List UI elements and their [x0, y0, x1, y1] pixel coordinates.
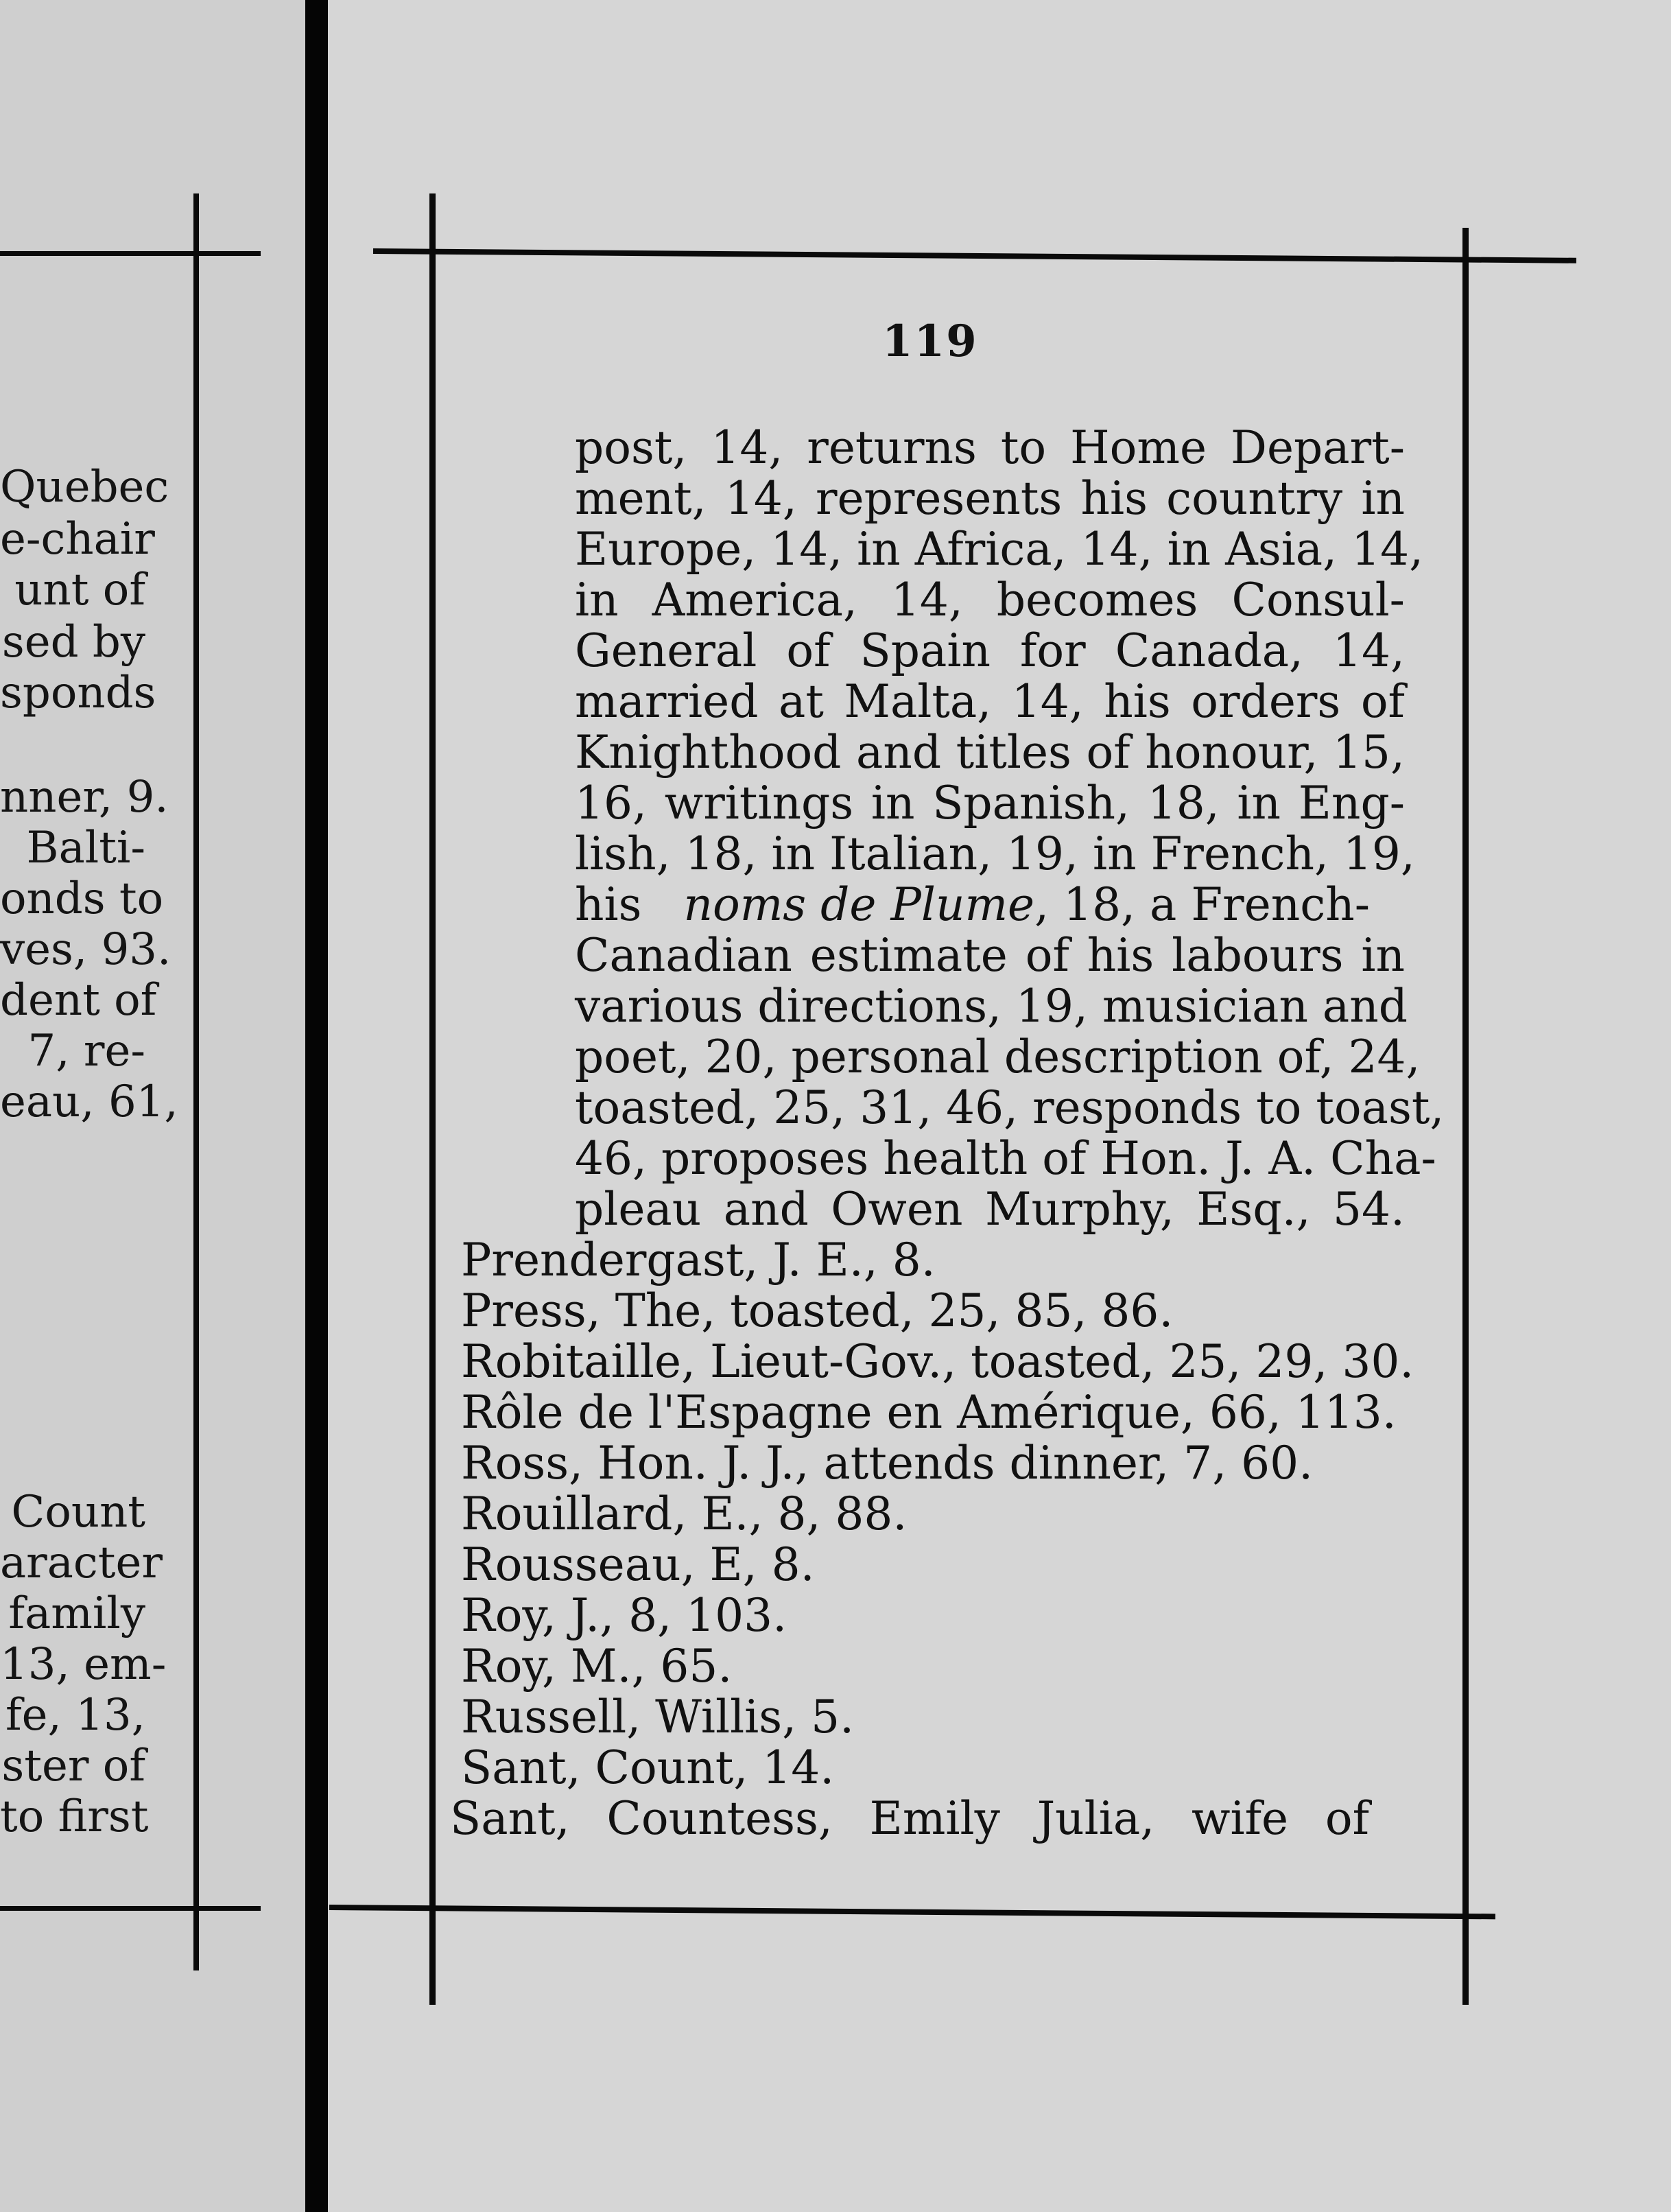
index-entry: Russell, Willis, 5.	[461, 1691, 855, 1743]
index-entry: Rousseau, E, 8.	[461, 1538, 815, 1591]
bottom-border-rule	[329, 1905, 1495, 1919]
left-bottom-rule	[0, 1906, 261, 1911]
left-line: e-chair	[0, 514, 155, 565]
index-entry: Robitaille, Lieut-Gov., toasted, 25, 29, 30.	[461, 1335, 1414, 1388]
text-line: pleau and Owen Murphy, Esq., 54.	[575, 1183, 1405, 1236]
text-line: Knighthood and titles of honour, 15,	[575, 726, 1405, 779]
left-line: family	[8, 1588, 145, 1639]
left-line: 13, em-	[0, 1639, 167, 1690]
italic-title: noms de Plume	[683, 878, 1035, 931]
index-entry: Rouillard, E., 8, 88.	[461, 1487, 908, 1540]
text-line: post, 14, returns to Home Depart-	[575, 421, 1405, 474]
left-line: unt of	[14, 565, 145, 615]
text-line: 46, proposes health of Hon. J. A. Cha-	[575, 1132, 1436, 1185]
index-entry: Sant, Count, 14.	[461, 1741, 835, 1794]
index-entry: Rôle de l'Espagne en Amérique, 66, 113.	[461, 1386, 1397, 1439]
left-vertical-rule	[193, 193, 199, 1970]
left-line: eau, 61,	[0, 1076, 178, 1127]
top-border-rule	[373, 248, 1576, 263]
left-line: nner, 9.	[0, 772, 169, 823]
left-line: sed by	[1, 617, 145, 668]
index-entry: Sant, Countess, Emily Julia, wife of	[450, 1792, 1369, 1845]
text-line: various directions, 19, musician and	[575, 980, 1408, 1033]
text-line: lish, 18, in Italian, 19, in French, 19,	[575, 827, 1415, 880]
index-entry: Roy, J., 8, 103.	[461, 1589, 787, 1642]
text-line: Europe, 14, in Africa, 14, in Asia, 14,	[575, 523, 1424, 576]
text-line: General of Spain for Canada, 14,	[575, 624, 1405, 677]
left-border-rule	[429, 193, 436, 2005]
index-entry: Press, The, toasted, 25, 85, 86.	[461, 1284, 1174, 1337]
left-line: onds to	[0, 873, 164, 924]
left-line: Quebec	[0, 462, 169, 513]
index-entry: Ross, Hon. J. J., attends dinner, 7, 60.	[461, 1437, 1314, 1490]
left-page	[0, 0, 305, 2212]
left-line: sponds	[0, 668, 156, 718]
text-line: 16, writings in Spanish, 18, in Eng-	[575, 777, 1405, 830]
text-line: in America, 14, becomes Consul-	[575, 574, 1405, 626]
text-line: ment, 14, represents his country in	[575, 472, 1405, 525]
text-line: married at Malta, 14, his orders of	[575, 675, 1405, 728]
text-fragment: his	[575, 878, 642, 931]
text-fragment: , 18, a French-	[1034, 878, 1371, 931]
index-entry: Prendergast, J. E., 8.	[461, 1234, 936, 1286]
text-line: Canadian estimate of his labours in	[575, 929, 1405, 982]
index-entry: Roy, M., 65.	[461, 1640, 733, 1693]
text-line: poet, 20, personal description of, 24,	[575, 1031, 1421, 1083]
left-line: fe, 13,	[5, 1690, 145, 1741]
text-line-mixed	[575, 880, 1405, 930]
left-top-rule	[0, 251, 261, 256]
page-number: 119	[882, 316, 978, 367]
left-line: ves, 93.	[0, 924, 171, 975]
left-line: 7, re-	[27, 1026, 145, 1076]
left-line: ster of	[1, 1741, 145, 1791]
text-line: toasted, 25, 31, 46, responds to toast,	[575, 1081, 1445, 1134]
right-border-rule	[1462, 228, 1469, 2005]
left-line: dent of	[0, 975, 157, 1026]
left-line: aracter	[0, 1538, 163, 1588]
left-line: Count	[11, 1487, 145, 1538]
left-line: Balti-	[26, 823, 145, 873]
left-line: to first	[0, 1791, 149, 1842]
